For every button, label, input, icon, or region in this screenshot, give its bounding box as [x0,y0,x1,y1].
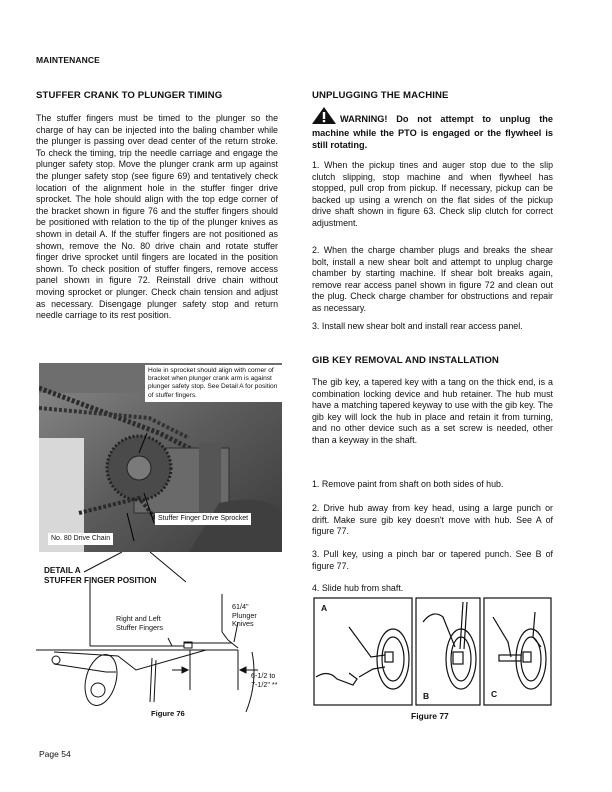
stuffer-timing-heading: STUFFER CRANK TO PLUNGER TIMING [36,90,223,101]
unplug-step-3: 3. Install new shear bolt and install rear access panel. [312,321,523,331]
unplug-step-1: 1. When the pickup tines and auger stop due to the slip clutch slipping, stop machine and when flywheel has stopped, pull crop from pickup. If necessary, pickup can be backed up using a wrench on the flat sides of the pickup drive shaft shown in figure 63. Check slip clutch for correct adjustment. [312,160,553,228]
page-number: Page 54 [39,749,71,759]
sprocket-photo [39,363,282,552]
gib-step-1: 1. Remove paint from shaft on both sides of hub. [312,479,504,489]
figure-77 [313,597,553,707]
hole-alignment-callout: Hole in sprocket should align with corner of bracket when plunger crank arm is against plunger safety stop. See Detail A for position of stuffer fingers. [145,365,282,402]
warning-block [312,107,553,151]
stuffer-fingers-label-line1: Right and Left [116,614,161,623]
gib-step-4: 4. Slide hub from shaft. [312,583,404,593]
section-header: MAINTENANCE [36,55,100,65]
drive-chain-label: No. 80 Drive Chain [48,533,113,545]
figure-76-caption: Figure 76 [151,709,185,718]
dimension-label-line2: 7-1/2" ** [251,679,278,689]
figure-77-panel-b-label: B [423,691,430,701]
gib-key-paragraph: The gib key, a tapered key with a tang on the thick end, is a combination locking device and hub retainer. The hub must have a matching tapered keyway to use with the gib key. The gib key will lock the hub in place and retain it from turning, and no other device such as a set screw is needed, other than a keyway in the shaft. [312,377,553,445]
plunger-knives-label [232,603,257,629]
unplugging-heading: UNPLUGGING THE MACHINE [312,90,449,101]
stuffer-fingers-label [116,615,163,632]
plunger-knives-label-line2: Plunger [232,610,257,620]
drive-sprocket-label: Stuffer Finger Drive Sprocket [155,513,251,525]
detail-a-title-line1: DETAIL A [44,566,81,575]
figure-77-illustration [313,597,553,707]
plunger-knives-label-line1: 61/4" [232,602,249,611]
stuffer-timing-paragraph: The stuffer fingers must be timed to the plunger so the charge of hay can be injected into the baling chamber while the plunger is passing over dead center of the return stroke. To check the timing, trip the needle carriage and engage the plunger safety stop. Move the plunger crank arm up against the plunger safety stop (see figure 69) and tentatively check location of the alignment hole in the stuffer finger drive sprocket. The hole should align with the top edge corner of the bracket shown in figure 76 and the stuffer fingers should be positioned with relation to the tip of the plunger knives as shown in detail A. If the stuffer fingers are not positioned as shown, remove the No. 80 drive chain and rotate stuffer finger drive sprocket until fingers are located in the position shown. To check position of stuffer fingers, remove access panel shown in figure 72. Reinstall drive chain without moving sprocket or plunger. Check chain tension and adjust as necessary. Disengage plunger safety stop and return needle carriage to its rest position. [36,113,278,321]
dimension-label [251,672,278,689]
gib-step-3: 3. Pull key, using a pinch bar or tapered punch. See B of figure 77. [312,549,553,571]
figure-77-panel-c-label: C [491,689,498,699]
stuffer-fingers-label-line2: Stuffer Fingers [116,622,164,632]
gib-key-heading: GIB KEY REMOVAL AND INSTALLATION [312,355,499,366]
unplug-step-2: 2. When the charge chamber plugs and breaks the shear bolt, install a new shear bolt and attempt to unplug charge chamber by starting machine. If shear bolt breaks again, remove rear access panel shown in figure 72 and clean out the plug. Check charge chamber for obstructions and repair as necessary. [312,245,553,313]
detail-a-title-line2: STUFFER FINGER POSITION [44,575,157,585]
dimension-label-line1: 6-1/2 to [251,671,276,680]
gib-step-2: 2. Drive hub away from key head, using a large punch or drift. Make sure gib key doesn't move with hub. See A of figure 77. [312,503,553,537]
warning-triangle-icon [312,107,336,127]
plunger-knives-label-line3: Knives [232,619,254,629]
warning-text: WARNING! Do not attempt to unplug the machine while the PTO is engaged or the flywheel is still rotating. [312,114,553,150]
figure-77-caption: Figure 77 [411,711,449,721]
detail-a-title [44,566,156,585]
figure-77-panel-a-label: A [321,603,328,613]
